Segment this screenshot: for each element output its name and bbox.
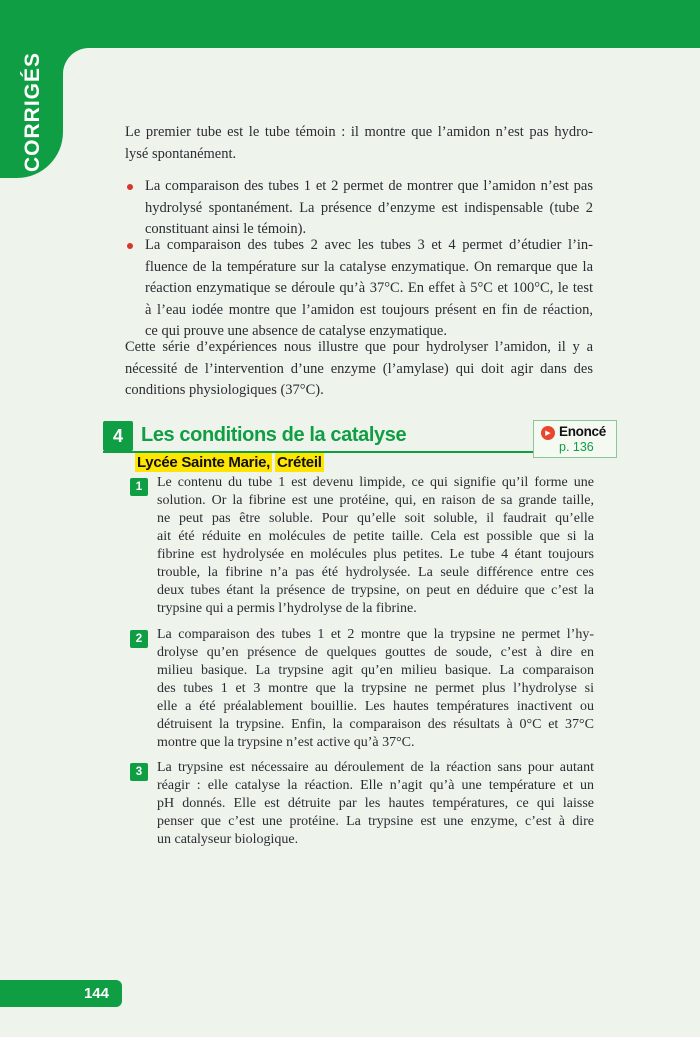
- section-title: Les conditions de la catalyse: [141, 424, 407, 446]
- answer-number-badge: 1: [130, 478, 148, 496]
- answer-number-badge: 2: [130, 630, 148, 648]
- bullet-item: [125, 235, 593, 343]
- answer-text: Le contenu du tube 1 est devenu limpide, ce qui signifie qu’il forme une solution. Or la fibrine est une protéine, qui, en raison de sa grande taille, ne peut pas être soluble. Pour qu’elle soit soluble, il faudrait qu’elle ait été réduite en molécules de petite taille. Cela est possible que si la fibrine est hydrolysée en molécules plus petites. Le tube 4 étant toujours trouble, la fibrine n’a pas été hydrolysée. La seule différence entre ces deux tubes étant la présence de trypsine, on peut en déduire que c’est la trypsine qui a permis l’hydrolyse de la fibrine.: [157, 475, 594, 616]
- answer-text: La comparaison des tubes 1 et 2 montre que la trypsine ne permet l’hy- drolyse qu’en présence de quelques gouttes de soude, c’est à dire en milieu basique. La trypsine agit qu’en milieu basique. La comparaison des tubes 1 et 3 montre que la trypsine ne permet plus l’hydrolyse si elle a été préalablement bouillie. Les hautes températures inactivent ou détruisent la trypsine. Enfin, la comparaison des résultats à 0°C et 37°C montre que la trypsine n’est active qu’à 37°C.: [157, 627, 594, 750]
- exercise-reference-badge: [533, 420, 617, 458]
- section-number-badge: 4: [103, 421, 133, 451]
- bullet-item: [125, 176, 593, 241]
- answer-number-badge: 3: [130, 763, 148, 781]
- school-name-part1: Lycée Sainte Marie,: [137, 454, 270, 471]
- arrow-right-icon: ▶: [541, 426, 555, 440]
- top-green-band: [0, 0, 700, 48]
- intro-paragraph-2: Cette série d’expériences nous illustre que pour hydrolyser l’amidon, il y a nécessité de l’intervention d’une enzyme (l’amylase) qui doit agir dans des conditions physiologiques (37°C).: [125, 339, 593, 398]
- chapter-vertical-label: CORRIGÉS: [21, 52, 44, 173]
- bullet-dot-icon: [127, 184, 133, 190]
- intro-paragraph-1: Le premier tube est le tube témoin : il montre que l’amidon n’est pas hydro- lysé spontanément.: [125, 124, 593, 162]
- bullet-text: La comparaison des tubes 1 et 2 permet de montrer que l’amidon n’est pas hydrolysé spontanément. La présence d’enzyme est indispensable (tube 2 constituant ainsi le témoin).: [145, 178, 593, 237]
- school-name-part2: Créteil: [276, 454, 322, 471]
- bullet-text: La comparaison des tubes 2 avec les tubes 3 et 4 permet d’étudier l’in- fluence de la température sur la catalyse enzymatique. On remarque que la réaction enzymatique se déroule qu’à 37°C. En effet à 5°C et 100°C, le test à l’eau iodée montre que l’amidon est toujours présent en fin de réaction, ce qui prouve une absence de catalyse enzymatique.: [145, 237, 593, 339]
- answer-text: La trypsine est nécessaire au déroulement de la réaction sans pour autant réagir : elle catalyse la réaction. Elle n’agit qu’à une température et un pH donnés. Elle est détruite par les hautes températures, ce qui laisse penser que c’est une protéine. La trypsine est une enzyme, c’est à dire un catalyseur biologique.: [157, 760, 594, 847]
- bullet-dot-icon: [127, 243, 133, 249]
- reference-label: Enoncé: [559, 424, 606, 439]
- reference-page-number: p. 136: [559, 440, 594, 454]
- school-name: [135, 454, 324, 471]
- page-number-tab: 144: [0, 980, 122, 1007]
